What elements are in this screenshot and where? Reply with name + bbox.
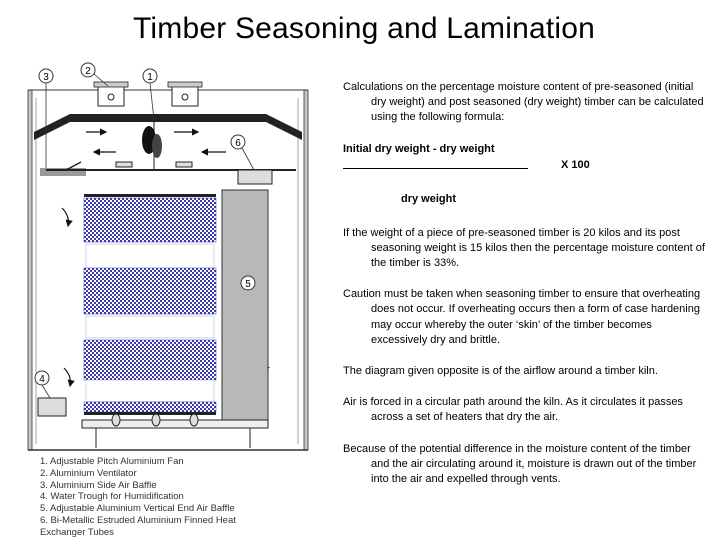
formula-fraction-line [343, 158, 711, 174]
ceiling-baffle [34, 114, 302, 184]
callout-3 [39, 69, 53, 168]
callout-1-text: 1 [147, 72, 153, 83]
fan [142, 120, 162, 170]
explanation-text [343, 80, 711, 487]
ventilator [94, 82, 202, 106]
legend-item: 3. Aluminium Side Air Baffle [40, 479, 157, 491]
slide-title: Timber Seasoning and Lamination [132, 12, 596, 45]
callout-6-text: 6 [235, 138, 241, 149]
legend-item: Exchanger Tubes [40, 526, 114, 538]
legend-item: 5. Adjustable Aluminium Vertical End Air Baffle [40, 503, 235, 515]
callout-1 [143, 69, 157, 120]
paragraph-moisture: Because of the potential difference in the moisture content of the timber and the air circulating around it, moisture is drawn out of the timber into the air and expelled through vents. [343, 442, 697, 486]
paragraph-caution: Caution must be taken when seasoning timber to ensure that overheating does not occur. If overheating occurs then a form of case hardening may occur whereby the outer ‘skin’ of the timber becomes excessively dry and brittle. [343, 288, 701, 346]
formula-numerator [343, 142, 711, 158]
legend-item: 1. Adjustable Pitch Aluminium Fan [40, 456, 184, 467]
formula-multiplier: X 100 [561, 158, 590, 171]
legend-item: 4. Water Trough for Humidification [40, 491, 184, 503]
kiln-legend [40, 456, 330, 539]
callout-3-text: 3 [43, 72, 49, 83]
timber-stack [84, 194, 216, 415]
paragraph-diagram-ref: The diagram given opposite is of the airflow around a timber kiln. [343, 365, 658, 378]
formula-numerator-text: Initial dry weight - dry weight [343, 142, 495, 155]
callout-5 [241, 276, 255, 290]
legend-item: 6. Bi-Metallic Estruded Aluminium Finned Heat [40, 514, 236, 526]
paragraph-air-circulation: Air is forced in a circular path around the kiln. As it circulates it passes across a set of heaters that dry the air. [343, 396, 683, 424]
formula-denominator-text: dry weight [401, 192, 457, 205]
paragraph-example: If the weight of a piece of pre-seasoned timber is 20 kilos and its post seasoning weight is 15 kilos then the percentage moisture content of the timber is 33%. [343, 226, 705, 270]
callout-5-text: 5 [245, 279, 251, 290]
legend-item: 2. Aluminium Ventilator [40, 467, 137, 479]
callout-2-text: 2 [85, 66, 91, 77]
callout-6 [231, 135, 254, 170]
callout-4 [35, 371, 50, 398]
vertical-end-baffle [222, 190, 268, 420]
formula-denominator [343, 192, 711, 208]
callout-4-text: 4 [39, 374, 45, 385]
water-trough [38, 398, 66, 416]
paragraph-formula-intro: Calculations on the percentage moisture content of pre-seasoned (initial dry weight) and post seasoned (dry weight) timber can be calculated using the following formula: [343, 81, 704, 124]
formula-divider [343, 158, 528, 169]
